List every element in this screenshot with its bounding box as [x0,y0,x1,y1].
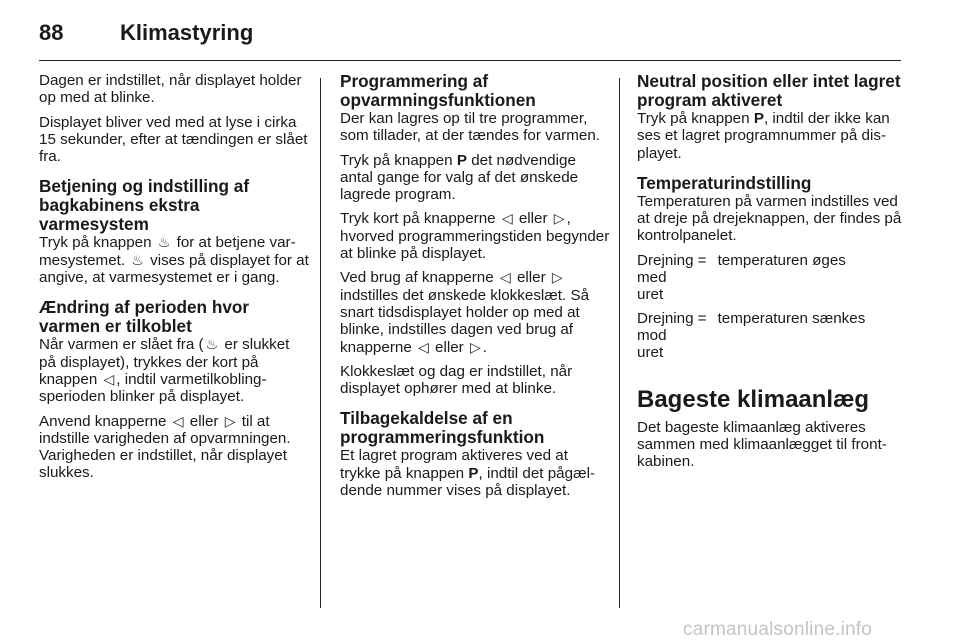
section-heading: Betjening og indstilling af bagkabinens ekstra varmesystem [39,176,250,235]
header-rule [39,60,901,61]
column-divider [619,78,620,608]
table-term: Drejning mod uret [637,309,694,362]
paragraph: Tryk på knappen ♨ for at betjene varmesystemet. ♨ vises på displayet for at angive, at varmesystemet er i gang. [39,234,309,287]
right-arrow-icon: ▷ [551,269,563,286]
heater-icon: ♨ [131,251,144,268]
table-row [637,310,905,368]
page-title: Klimastyring [120,20,254,45]
paragraph: Anvend knapperne ◁ eller ▷ til at indstille varigheden af opvarmningen. Varigheden er indstillet, når displayet slukkes. [39,412,291,482]
left-arrow-icon: ◁ [103,370,115,387]
paragraph: Tryk kort på knapperne ◁ eller ▷ , hvorved programmeringstiden begynder at blinke på displayet. [340,210,610,263]
paragraph: Dagen er indstillet, når displayet holder op med at blinke. [39,72,302,107]
table-row [637,252,905,310]
paragraph: Tryk på knappen P det nødvendige antal gange for valg af det ønskede lagrede program. [340,151,579,204]
paragraph: Temperaturen på varmen indstilles ved at dreje på drejeknappen, der findes på kontrolpanelet. [637,192,902,245]
table-separator: = [697,251,707,269]
heater-icon: ♨ [157,234,171,251]
main-heading: Bageste klimaanlæg [637,385,870,413]
page-header [0,0,960,62]
section-heading: Tilbagekaldelse af en programmeringsfunktion [340,408,545,448]
definition-table [637,252,905,368]
paragraph: Et lagret program aktiveres ved at trykke på knappen P, indtil det pågældende nummer vises på displayet. [340,447,596,500]
section-heading: Programmering af opvarmningsfunktionen [340,71,536,110]
key-label: P [456,151,467,169]
table-separator: = [697,309,707,327]
right-arrow-icon: ▷ [224,412,236,429]
paragraph: Tryk på knappen P, indtil der ikke kan ses et lagret programnummer på displayet. [637,110,890,162]
column-3 [637,72,905,477]
column-1 [39,72,309,489]
paragraph: Ved brug af knapperne ◁ eller ▷ indstilles det ønskede klokkeslæt. Så snart tidsdisplayet holder op med at blinke, indstilles dagen ved brug af knapperne ◁ eller ▷ . [340,269,590,356]
paragraph: Displayet bliver ved med at lyse i cirka 15 sekunder, efter at tændingen er slået fra. [39,113,308,166]
table-term: Drejning med uret [637,251,694,304]
left-arrow-icon: ◁ [418,338,429,355]
paragraph: Når varmen er slået fra ( ♨ er slukket på displayet), trykkes der kort på knappen ◁ , indtil varmetilkoblingsperioden blinker på displayet. [39,336,290,406]
table-description: temperaturen øges [717,251,846,269]
key-label: P [753,110,764,127]
key-label: P [468,464,479,482]
paragraph: Klokkeslæt og dag er indstillet, når displayet ophører med at blinke. [340,362,573,398]
section-heading: Temperaturindstilling [637,172,812,193]
paragraph: Der kan lagres op til tre programmer, som tillader, at der tændes for varmen. [340,110,600,145]
left-arrow-icon: ◁ [499,269,511,286]
page-number: 88 [39,20,64,45]
paragraph: Det bageste klimaanlæg aktiveres sammen med klimaanlægget til frontkabinen. [637,418,887,471]
left-arrow-icon: ◁ [172,412,184,429]
watermark: carmanualsonline.info [683,619,873,640]
heater-icon: ♨ [205,336,219,353]
column-2 [340,72,610,506]
table-description: temperaturen sænkes [717,309,866,327]
column-divider [320,78,321,608]
right-arrow-icon: ▷ [553,210,565,227]
right-arrow-icon: ▷ [469,338,481,355]
section-heading: Neutral position eller intet lagret program aktiveret [637,71,901,110]
section-heading: Ændring af perioden hvor varmen er tilkoblet [39,297,250,337]
left-arrow-icon: ◁ [501,210,513,227]
